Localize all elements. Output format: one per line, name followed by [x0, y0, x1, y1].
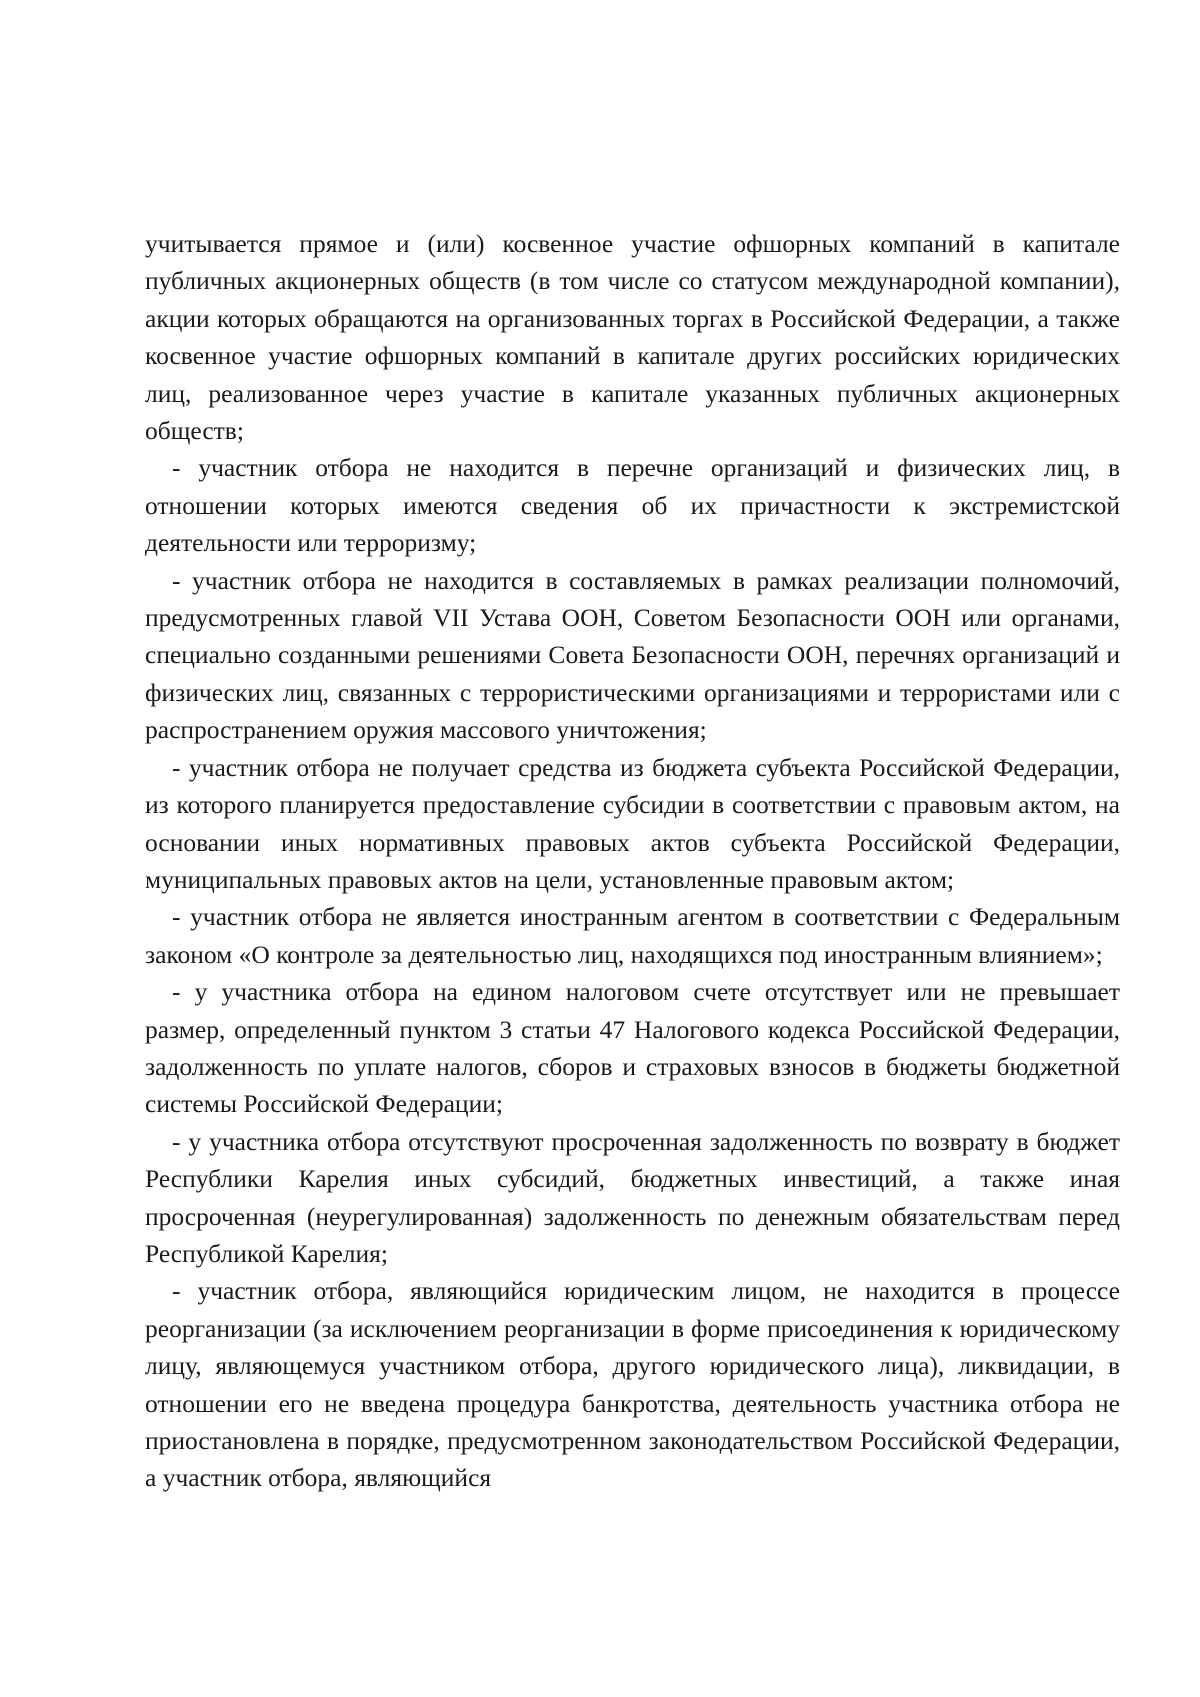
document-body	[145, 225, 1120, 1497]
paragraph-reorganization: - участник отбора, являющийся юридическим лицом, не находится в процессе реорганизации (за исключением реорганизации в форме присоединения к юридическому лицу, являющемуся участником отбора, другого юридического лица), ликвидации, в отношении его не введена процедура банкротства, деятельность участника отбора не приостановлена в порядке, предусмотренном законодательством Российской Федерации, а участник отбора, являющийся	[145, 1276, 1120, 1493]
paragraph-extremism-list: - участник отбора не находится в перечне организаций и физических лиц, в отношении которых имеются сведения об их причастности к экстремистской деятельности или терроризму;	[145, 453, 1120, 558]
paragraph-budget-funds: - участник отбора не получает средства из бюджета субъекта Российской Федерации, из которого планируется предоставление субсидии в соответствии с правовым актом, на основании иных нормативных правовых актов субъекта Российской Федерации, муниципальных правовых актов на цели, установленные правовым актом;	[145, 752, 1120, 894]
paragraph-tax-debt: - у участника отбора на едином налоговом счете отсутствует или не превышает размер, определенный пунктом 3 статьи 47 Налогового кодекса Российской Федерации, задолженность по уплате налогов, сборов и страховых взносов в бюджеты бюджетной системы Российской Федерации;	[145, 977, 1120, 1119]
paragraph-foreign-agent: - участник отбора не является иностранным агентом в соответствии с Федеральным законом «О контроле за деятельностью лиц, находящихся под иностранным влиянием»;	[145, 902, 1120, 969]
paragraph-offshore-participation: учитывается прямое и (или) косвенное участие офшорных компаний в капитале публичных акционерных обществ (в том числе со статусом международной компании), акции которых обращаются на организованных торгах в Российской Федерации, а также косвенное участие офшорных компаний в капитале других российских юридических лиц, реализованное через участие в капитале указанных публичных акционерных обществ;	[145, 229, 1120, 446]
paragraph-un-security-council-list: - участник отбора не находится в составляемых в рамках реализации полномочий, предусмотренных главой VII Устава ООН, Советом Безопасности ООН или органами, специально созданными решениями Совета Безопасности ООН, перечнях организаций и физических лиц, связанных с террористическими организациями и террористами или с распространением оружия массового уничтожения;	[145, 565, 1120, 745]
paragraph-overdue-debt: - у участника отбора отсутствуют просроченная задолженность по возврату в бюджет Республики Карелия иных субсидий, бюджетных инвестиций, а также иная просроченная (неурегулированная) задолженность по денежным обязательствам перед Республикой Карелия;	[145, 1126, 1120, 1268]
